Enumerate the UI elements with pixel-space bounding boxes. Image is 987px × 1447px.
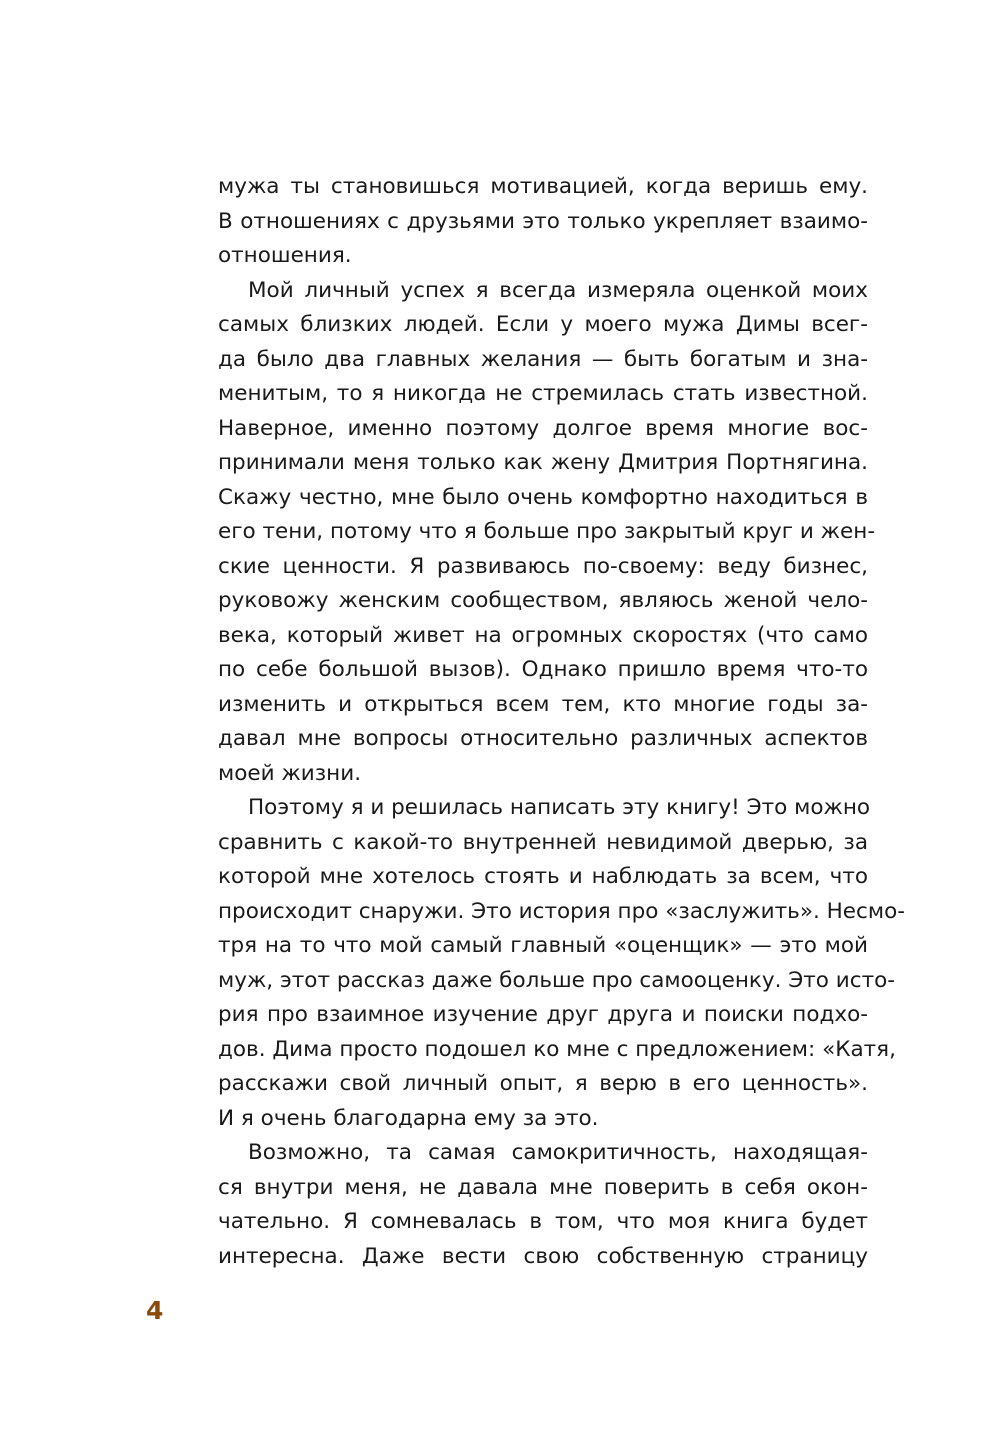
- text-line: Наверное, именно поэтому долгое время многие вос-: [218, 415, 868, 441]
- text-line: расскажи свой личный опыт, я верю в его ценность».: [218, 1071, 868, 1096]
- body-text: [218, 170, 905, 1274]
- text-line: по себе большой вызов). Однако пришло время что-то: [218, 657, 868, 682]
- paragraph-start-line: Поэтому я и решилась написать эту книгу! Это можно: [248, 795, 871, 820]
- page-number: 4: [146, 1296, 164, 1325]
- text-line: мужа ты становишься мотивацией, когда веришь ему.: [218, 174, 868, 199]
- text-line: века, который живет на огромных скоростях (что само: [218, 622, 868, 648]
- text-line: самых близких людей. Если у моего мужа Димы всег-: [218, 312, 868, 337]
- paragraph-start-line: Возможно, та самая самокритичность, находящая-: [248, 1140, 868, 1165]
- text-line: его тени, потому что я больше про закрытый круг и жен-: [218, 519, 876, 544]
- text-line: менитым, то я никогда не стремилась стать известной.: [218, 381, 868, 406]
- text-line: которой мне хотелось стоять и наблюдать за всем, что: [218, 864, 868, 889]
- text-line: да было два главных желания — быть богатым и зна-: [218, 346, 868, 372]
- text-line: муж, этот рассказ даже больше про самооценку. Это исто-: [218, 967, 896, 993]
- paragraph-start-line: Мой личный успех я всегда измеряла оценкой моих: [248, 277, 868, 303]
- paragraph-end-line: отношения.: [218, 243, 352, 268]
- text-line: интересна. Даже вести свою собственную страницу: [218, 1243, 868, 1269]
- text-line: сравнить с какой-то внутренней невидимой дверью, за: [218, 829, 868, 855]
- text-line: принимали меня только как жену Дмитрия Портнягина.: [218, 450, 868, 475]
- text-line: ские ценности. Я развиваюсь по-своему: веду бизнес,: [218, 553, 868, 579]
- text-line: тря на то что мой самый главный «оценщик» — это мой: [218, 933, 868, 958]
- text-line: давал мне вопросы относительно различных аспектов: [218, 726, 868, 751]
- text-line: рия про взаимное изучение друг друга и поиски подхо-: [218, 1002, 868, 1027]
- text-line: дов. Дима просто подошел ко мне с предложением: «Катя,: [218, 1036, 896, 1062]
- text-line: происходит снаружи. Это история про «заслужить». Несмо-: [218, 898, 905, 924]
- paragraph-end-line: И я очень благодарна ему за это.: [218, 1105, 599, 1131]
- text-line: Скажу честно, мне было очень комфортно находиться в: [218, 484, 868, 510]
- text-line: В отношениях с друзьями это только укрепляет взаимо-: [218, 208, 868, 234]
- paragraph-end-line: моей жизни.: [218, 760, 362, 786]
- text-line: изменить и открыться всем тем, кто многие годы за-: [218, 691, 868, 717]
- text-line: руковожу женским сообществом, являюсь женой чело-: [218, 588, 868, 613]
- text-line: чательно. Я сомневалась в том, что моя книга будет: [218, 1209, 868, 1234]
- text-line: ся внутри меня, не давала мне поверить в себя окон-: [218, 1174, 868, 1200]
